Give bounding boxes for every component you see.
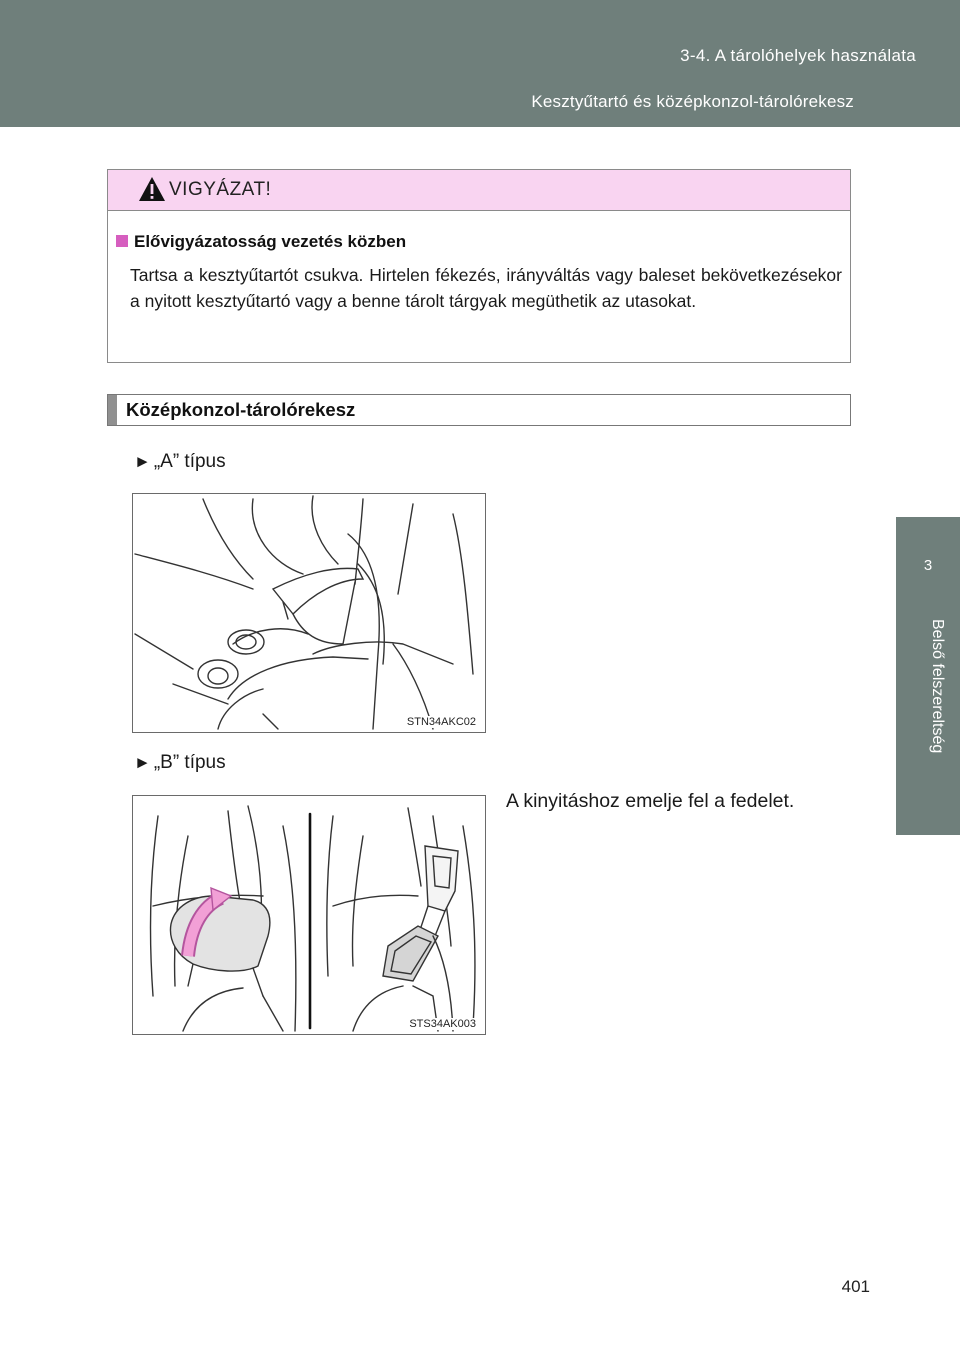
console-type-b-illustration xyxy=(133,796,486,1035)
figure-a-code: STN34AKC02 xyxy=(406,716,476,728)
caution-subheading-text: Elővigyázatosság vezetés közben xyxy=(134,232,407,251)
caution-box xyxy=(107,169,851,363)
section-heading-box xyxy=(107,394,851,426)
header-subsection-title: Kesztyűtartó és középkonzol-tárolórekesz xyxy=(531,92,854,111)
figure-b-code: STS34AK003 xyxy=(409,1018,476,1030)
caution-header xyxy=(108,170,850,211)
figure-type-a xyxy=(132,493,486,733)
chapter-side-tab xyxy=(896,517,960,835)
figure-type-b xyxy=(132,795,486,1035)
caution-body-text: Tartsa a kesztyűtartót csukva. Hirtelen fékezés, irányváltás vagy baleset bekövetkezésekor a nyitott kesztyűtartó vagy a benne tárolt tárgyak megüthetik az utasokat. xyxy=(130,265,842,311)
console-type-a-illustration xyxy=(133,494,486,733)
square-bullet-icon xyxy=(116,235,128,247)
type-a-label xyxy=(134,451,226,473)
type-b-label-text: „B” típus xyxy=(153,752,226,773)
section-accent-bar xyxy=(108,395,117,425)
header-band xyxy=(0,0,960,127)
right-pointer-icon: ► xyxy=(134,452,151,471)
caution-title: VIGYÁZAT! xyxy=(169,179,272,200)
right-pointer-icon: ► xyxy=(134,753,151,772)
header-section-title: 3-4. A tárolóhelyek használata xyxy=(680,46,916,65)
type-b-label xyxy=(134,752,226,774)
section-title: Középkonzol-tárolórekesz xyxy=(126,399,356,420)
type-b-instruction: A kinyitáshoz emelje fel a fedelet. xyxy=(506,790,795,812)
warning-triangle-icon xyxy=(138,176,166,202)
type-a-label-text: „A” típus xyxy=(153,451,226,472)
caution-subheading xyxy=(116,232,406,252)
chapter-number: 3 xyxy=(923,557,933,574)
page-number: 401 xyxy=(841,1277,870,1296)
chapter-label: Belső felszereltség xyxy=(929,619,946,754)
